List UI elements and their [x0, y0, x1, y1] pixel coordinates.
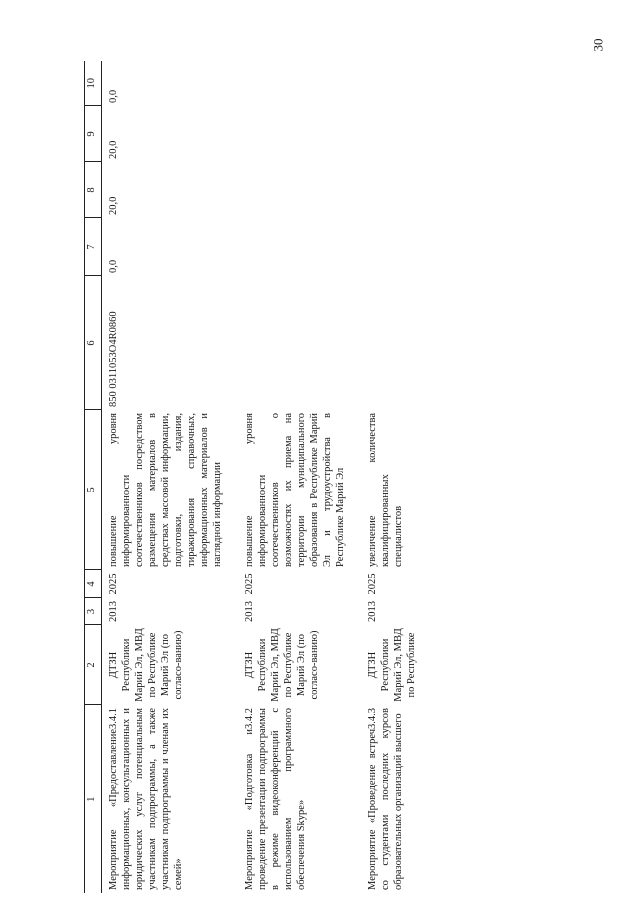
header-cell: 4 — [85, 570, 102, 598]
page-number: 30 — [590, 38, 606, 52]
value-cell — [361, 162, 432, 218]
header-cell: 2 — [85, 625, 102, 705]
header-cell: 10 — [85, 61, 102, 106]
measure-cell — [361, 705, 432, 893]
measure-cell — [102, 705, 239, 893]
value-cell: 20,0 — [108, 196, 119, 215]
result-cell: увеличение количества квалифицированных специалистов — [367, 413, 404, 567]
end-year-cell: 2025 — [367, 573, 378, 595]
measure-description: Мероприятие «Проведение встреч со студентами последних курсов образовательных организаций высшего — [367, 708, 404, 890]
value-cell: 20,0 — [108, 140, 119, 159]
header-cell: 9 — [85, 106, 102, 162]
result-cell: повышение уровня информированности соотечественников о возможностях их приема на территории муниципального образования в Республике Марий Эл и трудоустройства в Республике Марий Эл — [244, 413, 346, 567]
header-cell: 7 — [85, 218, 102, 276]
budget-code-cell — [361, 276, 432, 410]
header-cell: 3 — [85, 598, 102, 625]
program-measures-table — [84, 61, 432, 893]
executor-cell: ДТЗН Республики Марий Эл, МВД по Республике Марий Эл (по согласо-ванию) — [244, 628, 320, 702]
measure-number: 3.4.2 — [244, 708, 255, 729]
end-year-cell: 2025 — [244, 573, 255, 595]
header-cell: 6 — [85, 276, 102, 410]
value-cell — [361, 106, 432, 162]
header-cell: 8 — [85, 162, 102, 218]
value-cell: 0,0 — [108, 89, 119, 103]
budget-code-cell — [238, 276, 361, 410]
value-cell — [361, 218, 432, 276]
executor-cell: ДТЗН Республики Марий Эл, МВД по Республике — [367, 628, 417, 702]
rotated-table-container — [84, 61, 520, 893]
value-cell — [238, 218, 361, 276]
start-year-cell: 2013 — [108, 601, 119, 622]
value-cell — [361, 61, 432, 106]
table-row — [361, 61, 432, 893]
measure-description: Мероприятие «Предоставление информационных, консультационных и юридических услуг потенциальным участникам подпрограммы, а также участникам подпрограммы и членам их семей» — [108, 708, 184, 890]
header-cell: 5 — [85, 410, 102, 570]
header-cell: 1 — [85, 705, 102, 893]
table-row — [238, 61, 361, 893]
measure-cell — [238, 705, 361, 893]
value-cell — [238, 61, 361, 106]
table-row — [102, 61, 239, 893]
value-cell: 0,0 — [108, 259, 119, 273]
executor-cell: ДТЗН Республики Марий Эл, МВД по Республике Марий Эл (по согласо-ванию) — [108, 628, 184, 702]
measure-number: 3.4.3 — [367, 708, 378, 729]
table-header-row — [85, 61, 102, 893]
budget-code-cell: 850 0311053О4R0860 — [108, 311, 119, 407]
result-cell: повышение уровня информированности соотечественников посредством размещения материалов в средствах массовой информации, подготовки, издания, тиражирования справочных, информационных материалов и наглядной информации — [108, 413, 223, 567]
value-cell — [238, 106, 361, 162]
start-year-cell: 2013 — [367, 601, 378, 622]
start-year-cell: 2013 — [244, 601, 255, 622]
end-year-cell: 2025 — [108, 573, 119, 595]
value-cell — [238, 162, 361, 218]
measure-description: Мероприятие «Подготовка и проведение презентации подпрограммы в режиме видеоконференций с использованием программного обеспечения Skype» — [244, 708, 307, 890]
measure-number: 3.4.1 — [108, 708, 119, 729]
